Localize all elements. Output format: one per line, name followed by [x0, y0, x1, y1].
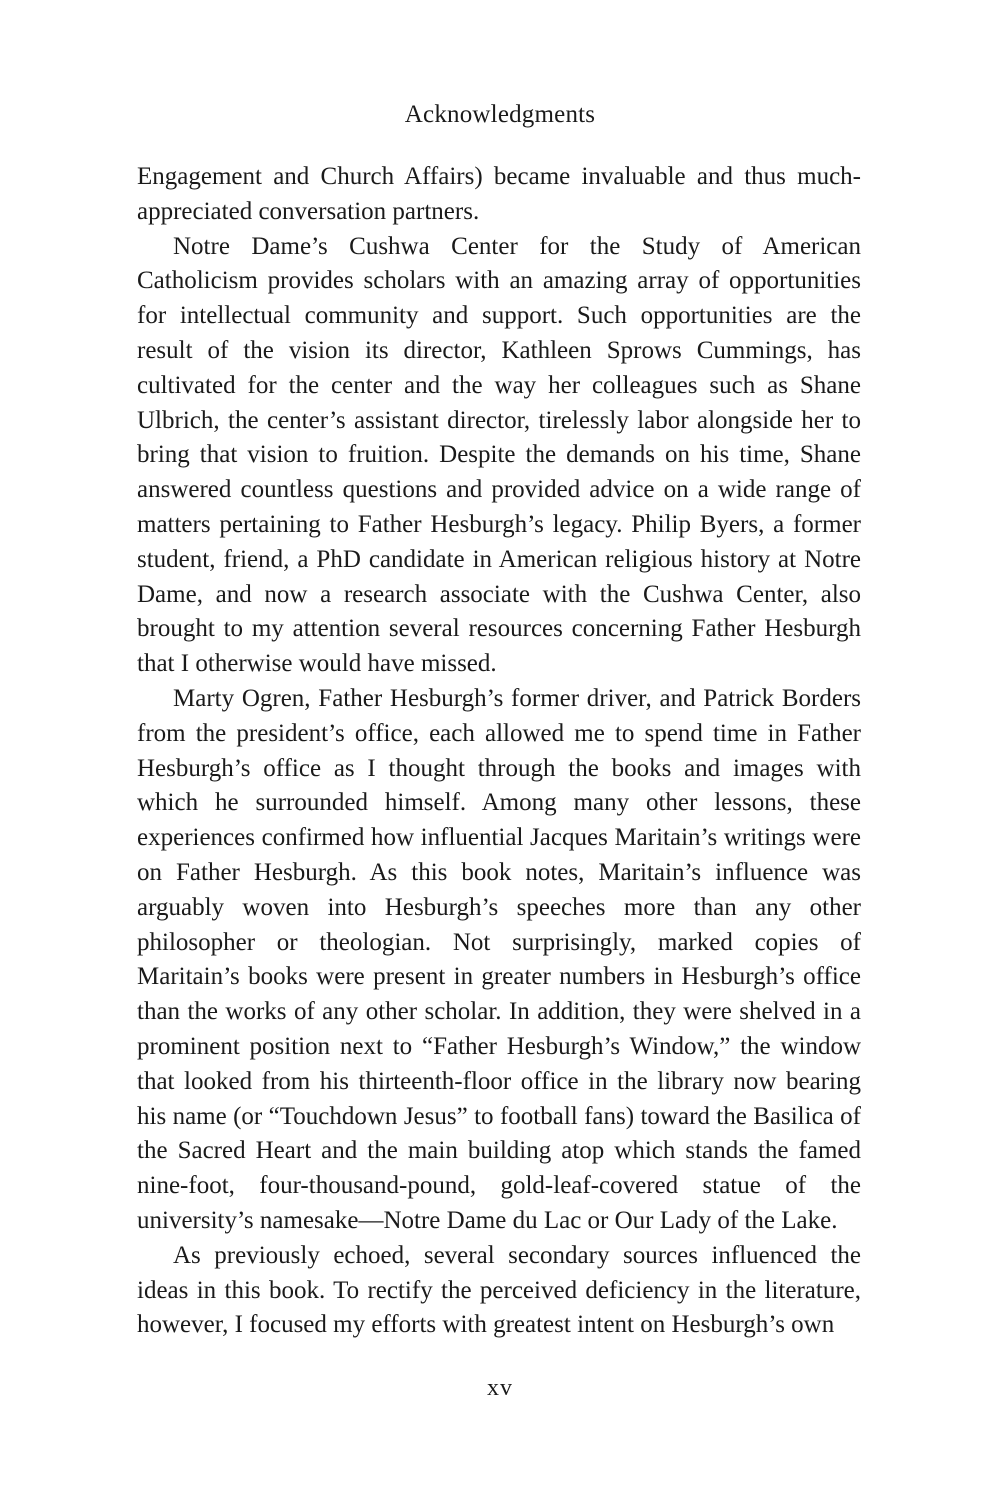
paragraph: Notre Dame’s Cushwa Center for the Study of American Catholicism provides scholars with an amazing array of opportunities for intellectual community and support. Such opportunities are the result of the vision its director, Kathleen Sprows Cummings, has cultivated for the center and the way her colleagues such as Shane Ulbrich, the center’s assistant director, tirelessly labor alongside her to bring that vision to fruition. Despite the demands on his time, Shane answered countless questions and provided advice on a wide range of matters pertaining to Father Hesburgh’s legacy. Philip Byers, a former student, friend, a PhD candidate in American religious history at Notre Dame, and now a research associate with the Cushwa Center, also brought to my attention several resources concerning Father Hesburgh that I otherwise would have missed. [137, 232, 861, 678]
paragraph: As previously echoed, several secondary sources influenced the ideas in this book. To rectify the perceived deficiency in the literature, however, I focused my efforts with greatest intent on Hesburgh’s own [137, 1241, 861, 1339]
running-head: Acknowledgments [404, 101, 596, 128]
page-number: xv [487, 1375, 513, 1401]
paragraph: Engagement and Church Affairs) became invaluable and thus much-appreciated conversation partners. [137, 163, 861, 225]
body-text [137, 160, 861, 1343]
paragraph: Marty Ogren, Father Hesburgh’s former driver, and Patrick Borders from the president’s office, each allowed me to spend time in Father Hesburgh’s office as I thought through the books and images with which he surrounded himself. Among many other lessons, these experiences confirmed how influential Jacques Maritain’s writings were on Father Hesburgh. As this book notes, Maritain’s influence was arguably woven into Hesburgh’s speeches more than any other philosopher or theologian. Not surprisingly, marked copies of Maritain’s books were present in greater numbers in Hesburgh’s office than the works of any other scholar. In addition, they were shelved in a prominent position next to “Father Hesburgh’s Window,” the window that looked from his thirteenth-floor office in the library now bearing his name (or “Touchdown Jesus” to football fans) toward the Basilica of the Sacred Heart and the main building atop which stands the famed nine-foot, four-thousand-pound, gold-leaf-covered statue of the university’s namesake—Notre Dame du Lac or Our Lady of the Lake. [137, 684, 861, 1234]
